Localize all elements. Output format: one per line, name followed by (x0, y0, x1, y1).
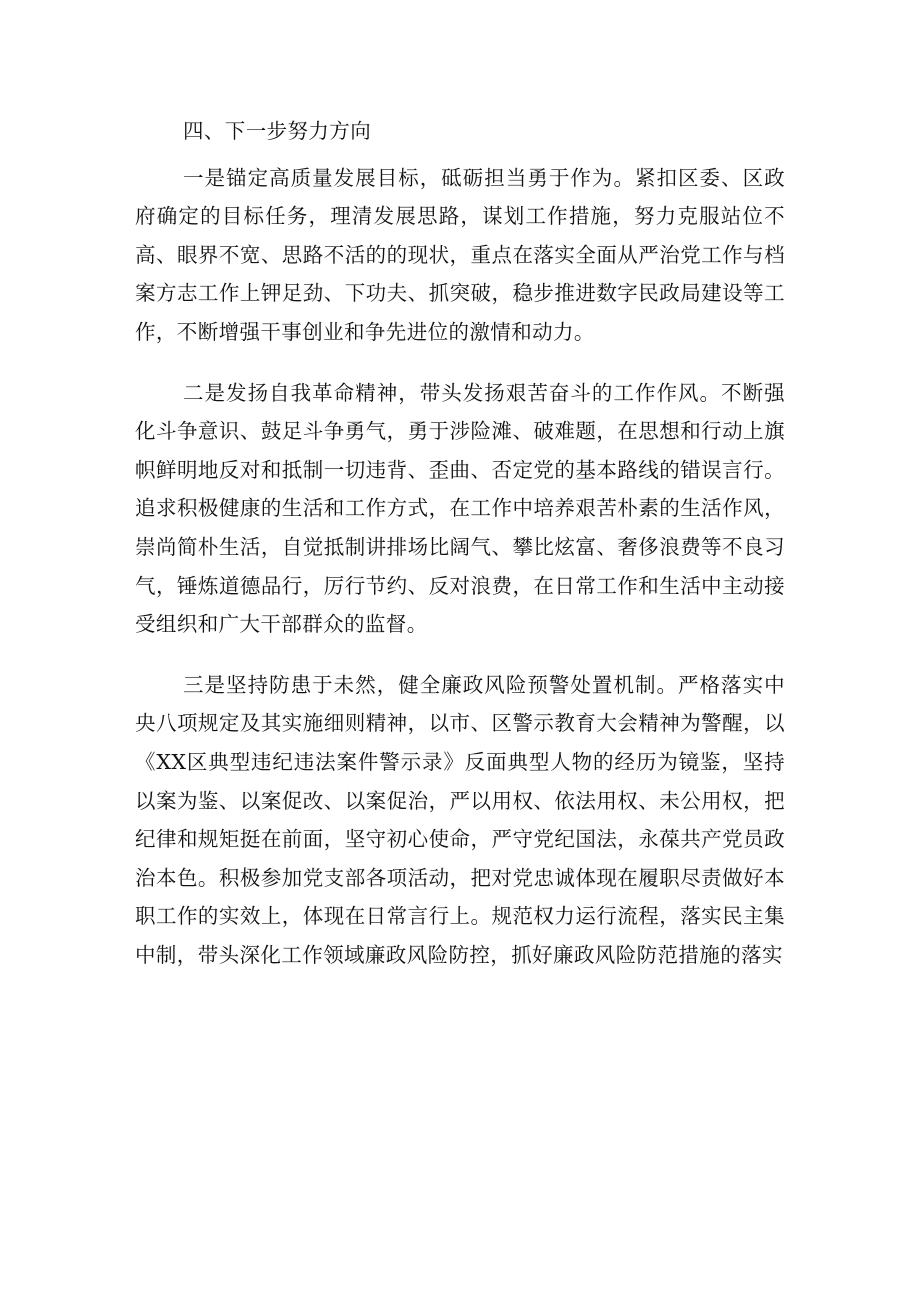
paragraph-1: 一是锚定高质量发展目标，砥砺担当勇于作为。紧扣区委、区政府确定的目标任务，理清发展思路，谋划工作措施，努力克服站位不高、眼界不宽、思路不活的的现状，重点在落实全面从严治党工作与档案方志工作上钾足劲、下功夫、抓突破，稳步推进数字民政局建设等工作，不断增强干事创业和争先进位的激情和动力。 (135, 165, 785, 344)
document-body (135, 112, 785, 974)
spacer (135, 352, 785, 374)
section-heading: 四、下一步努力方向 (183, 119, 372, 143)
spacer (135, 151, 785, 159)
paragraph-2: 二是发扬自我革命精神，带头发扬艰苦奋斗的工作作风。不断强化斗争意识、鼓足斗争勇气，勇于涉险滩、破难题，在思想和行动上旗帜鲜明地反对和抵制一切违背、歪曲、否定党的基本路线的错误言行。追求积极健康的生活和工作方式，在工作中培养艰苦朴素的生活作风，崇尚简朴生活，自觉抵制讲排场比阔气、攀比炫富、奢侈浪费等不良习气，锤炼道德品行，厉行节约、反对浪费，在日常工作和生活中主动接受组织和广大干部群众的监督。 (135, 380, 785, 637)
paragraph-3: 三是坚持防患于未然，健全廉政风险预警处置机制。严格落实中央八项规定及其实施细则精神，以市、区警示教育大会精神为警醒，以《XX区典型违纪违法案件警示录》反面典型人物的经历为镜鉴，坚持以案为鉴、以案促改、以案促治，严以用权、依法用权、未公用权，把纪律和规矩挺在前面，坚守初心使命，严守党纪国法，永葆共产党员政治本色。积极参加党支部各项活动，把对党忠诚体现在履职尽责做好本职工作的实效上，体现在日常言行上。规范权力运行流程，落实民主集中制，带头深化工作领域廉政风险防控，抓好廉政风险防范措施的落实 (135, 672, 785, 967)
spacer (135, 644, 785, 666)
